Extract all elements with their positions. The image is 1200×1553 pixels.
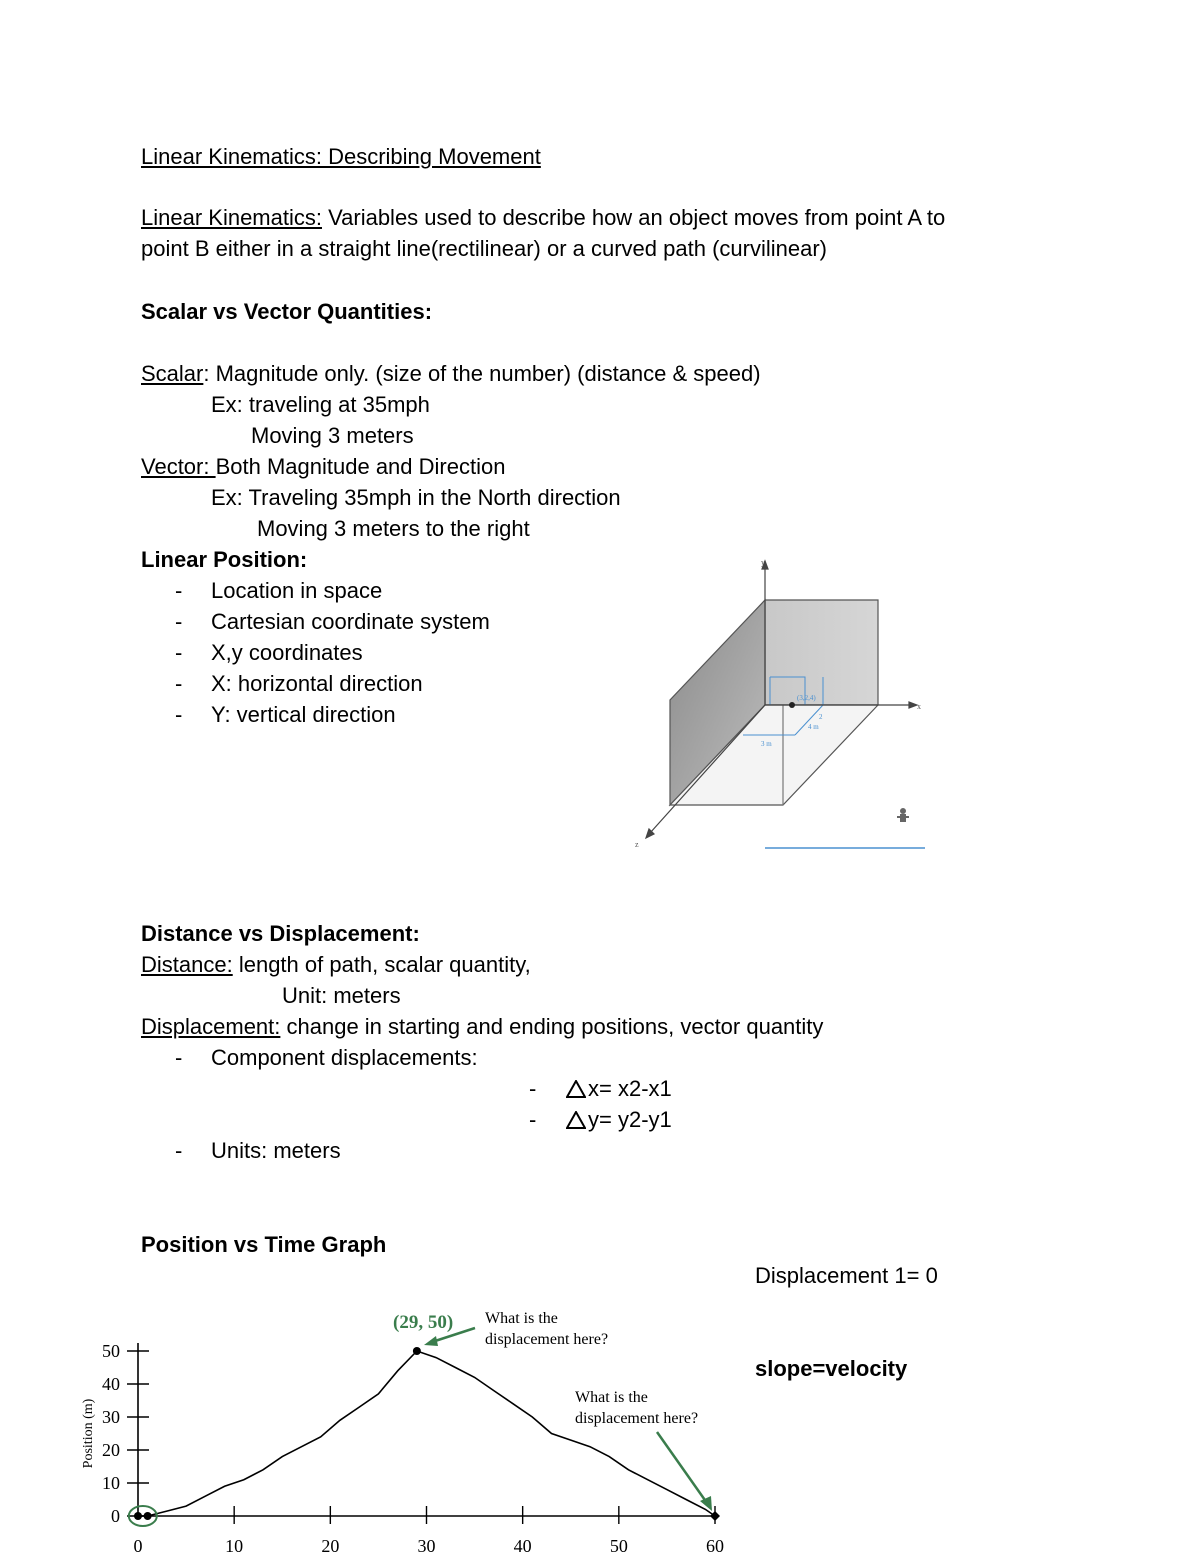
bullet-dash: -	[175, 640, 183, 665]
peak-annotation-text: displacement here?	[485, 1331, 609, 1348]
page-title: Linear Kinematics: Describing Movement	[141, 144, 541, 169]
x-tick-label: 50	[609, 1536, 628, 1553]
y-tick-label: 20	[102, 1440, 120, 1460]
list-item: X: horizontal direction	[211, 671, 423, 696]
list-item: Y: vertical direction	[211, 702, 396, 727]
point-label: (3,2,4)	[797, 694, 816, 702]
slope-note: slope=velocity	[755, 1356, 908, 1381]
delta-icon	[566, 1080, 586, 1098]
axis-x-label: x	[917, 702, 921, 711]
displacement-note: Displacement 1= 0	[755, 1263, 938, 1288]
y-tick-label: 30	[102, 1407, 120, 1427]
bullet-dash: -	[175, 1045, 183, 1070]
y-tick-label: 10	[102, 1473, 120, 1493]
peak-annotation-text: What is the	[485, 1310, 558, 1327]
delta-icon	[566, 1111, 586, 1129]
end-annotation-text: What is the	[575, 1389, 648, 1406]
formula-delta-x: x= x2-x1	[588, 1076, 672, 1101]
displacement-term: Displacement:	[141, 1014, 281, 1039]
bullet-dash: -	[175, 578, 183, 603]
distance-line	[141, 952, 531, 978]
x-axis-arrow	[909, 702, 917, 708]
peak-label: (29, 50)	[393, 1312, 454, 1333]
x-tick-label: 10	[225, 1536, 244, 1553]
definition-term: Linear Kinematics:	[141, 205, 322, 230]
definition-line-1	[141, 205, 945, 231]
position-series-line	[138, 1351, 715, 1516]
x-tick-label: 0	[133, 1536, 143, 1553]
distance-term: Distance:	[141, 952, 233, 977]
scalar-line	[141, 361, 761, 387]
vector-example-1: Ex: Traveling 35mph in the North direction	[211, 485, 621, 510]
displacement-line	[141, 1014, 823, 1040]
end-annotation-text: displacement here?	[575, 1410, 699, 1427]
list-item: Location in space	[211, 578, 383, 603]
axis-z-label: z	[635, 840, 639, 849]
x-tick-label: 30	[417, 1536, 436, 1553]
distance-displacement-heading: Distance vs Displacement:	[141, 921, 420, 946]
start-point	[134, 1512, 142, 1520]
definition-text: Variables used to describe how an object moves from point A to	[321, 205, 946, 230]
y-tick-label: 0	[111, 1506, 120, 1526]
position-time-chart	[70, 1298, 830, 1553]
displacement-text: change in starting and ending positions, vector quantity	[280, 1014, 824, 1039]
y-axis-label: Position (m)	[81, 1398, 96, 1469]
small-figure-icon	[897, 808, 909, 822]
scalar-term: Scalar	[141, 361, 204, 386]
scalar-example-1: Ex: traveling at 35mph	[211, 392, 430, 417]
bullet-dash: -	[529, 1107, 537, 1132]
list-item: Cartesian coordinate system	[211, 609, 490, 634]
end-point	[710, 1511, 720, 1521]
end-annotation-arrowhead	[700, 1496, 712, 1511]
coordinate-system-figure	[565, 555, 945, 855]
scalar-text: : Magnitude only. (size of the number) (distance & speed)	[203, 361, 761, 386]
formula-delta-y: y= y2-y1	[588, 1107, 672, 1132]
linear-position-heading: Linear Position:	[141, 547, 308, 572]
component-displacements-item: Component displacements:	[211, 1045, 478, 1070]
dimension-label-b: 4 m	[808, 723, 819, 731]
axis-y-label: y	[761, 558, 765, 567]
distance-unit: Unit: meters	[282, 983, 401, 1008]
distance-text: length of path, scalar quantity,	[232, 952, 531, 977]
definition-line-2: point B either in a straight line(rectilinear) or a curved path (curvilinear)	[141, 236, 827, 261]
graph-heading: Position vs Time Graph	[141, 1232, 387, 1257]
x-tick-label: 20	[321, 1536, 340, 1553]
bullet-dash: -	[175, 702, 183, 727]
box-right-face	[765, 600, 878, 705]
peak-point	[413, 1347, 421, 1355]
x-tick-label: 60	[706, 1536, 724, 1553]
scalar-example-2: Moving 3 meters	[251, 423, 414, 448]
bullet-dash: -	[175, 1138, 183, 1163]
end-annotation-arrow	[657, 1432, 707, 1503]
vector-example-2: Moving 3 meters to the right	[257, 516, 530, 541]
start-point-2	[144, 1512, 152, 1520]
vector-text: Both Magnitude and Direction	[215, 454, 506, 479]
x-tick-label: 40	[513, 1536, 532, 1553]
units-item: Units: meters	[211, 1138, 341, 1163]
bullet-dash: -	[529, 1076, 537, 1101]
list-item: X,y coordinates	[211, 640, 363, 665]
y-tick-label: 40	[102, 1374, 120, 1394]
vector-term: Vector:	[141, 454, 216, 479]
bullet-dash: -	[175, 609, 183, 634]
y-tick-label: 50	[102, 1341, 120, 1361]
dimension-label-a: 3 m	[761, 740, 772, 748]
bullet-dash: -	[175, 671, 183, 696]
peak-annotation-arrowhead	[424, 1336, 438, 1346]
vector-line	[141, 454, 505, 480]
scalar-vector-heading: Scalar vs Vector Quantities:	[141, 299, 433, 324]
point-marker	[789, 702, 795, 708]
dimension-label-c: 2	[819, 713, 823, 721]
